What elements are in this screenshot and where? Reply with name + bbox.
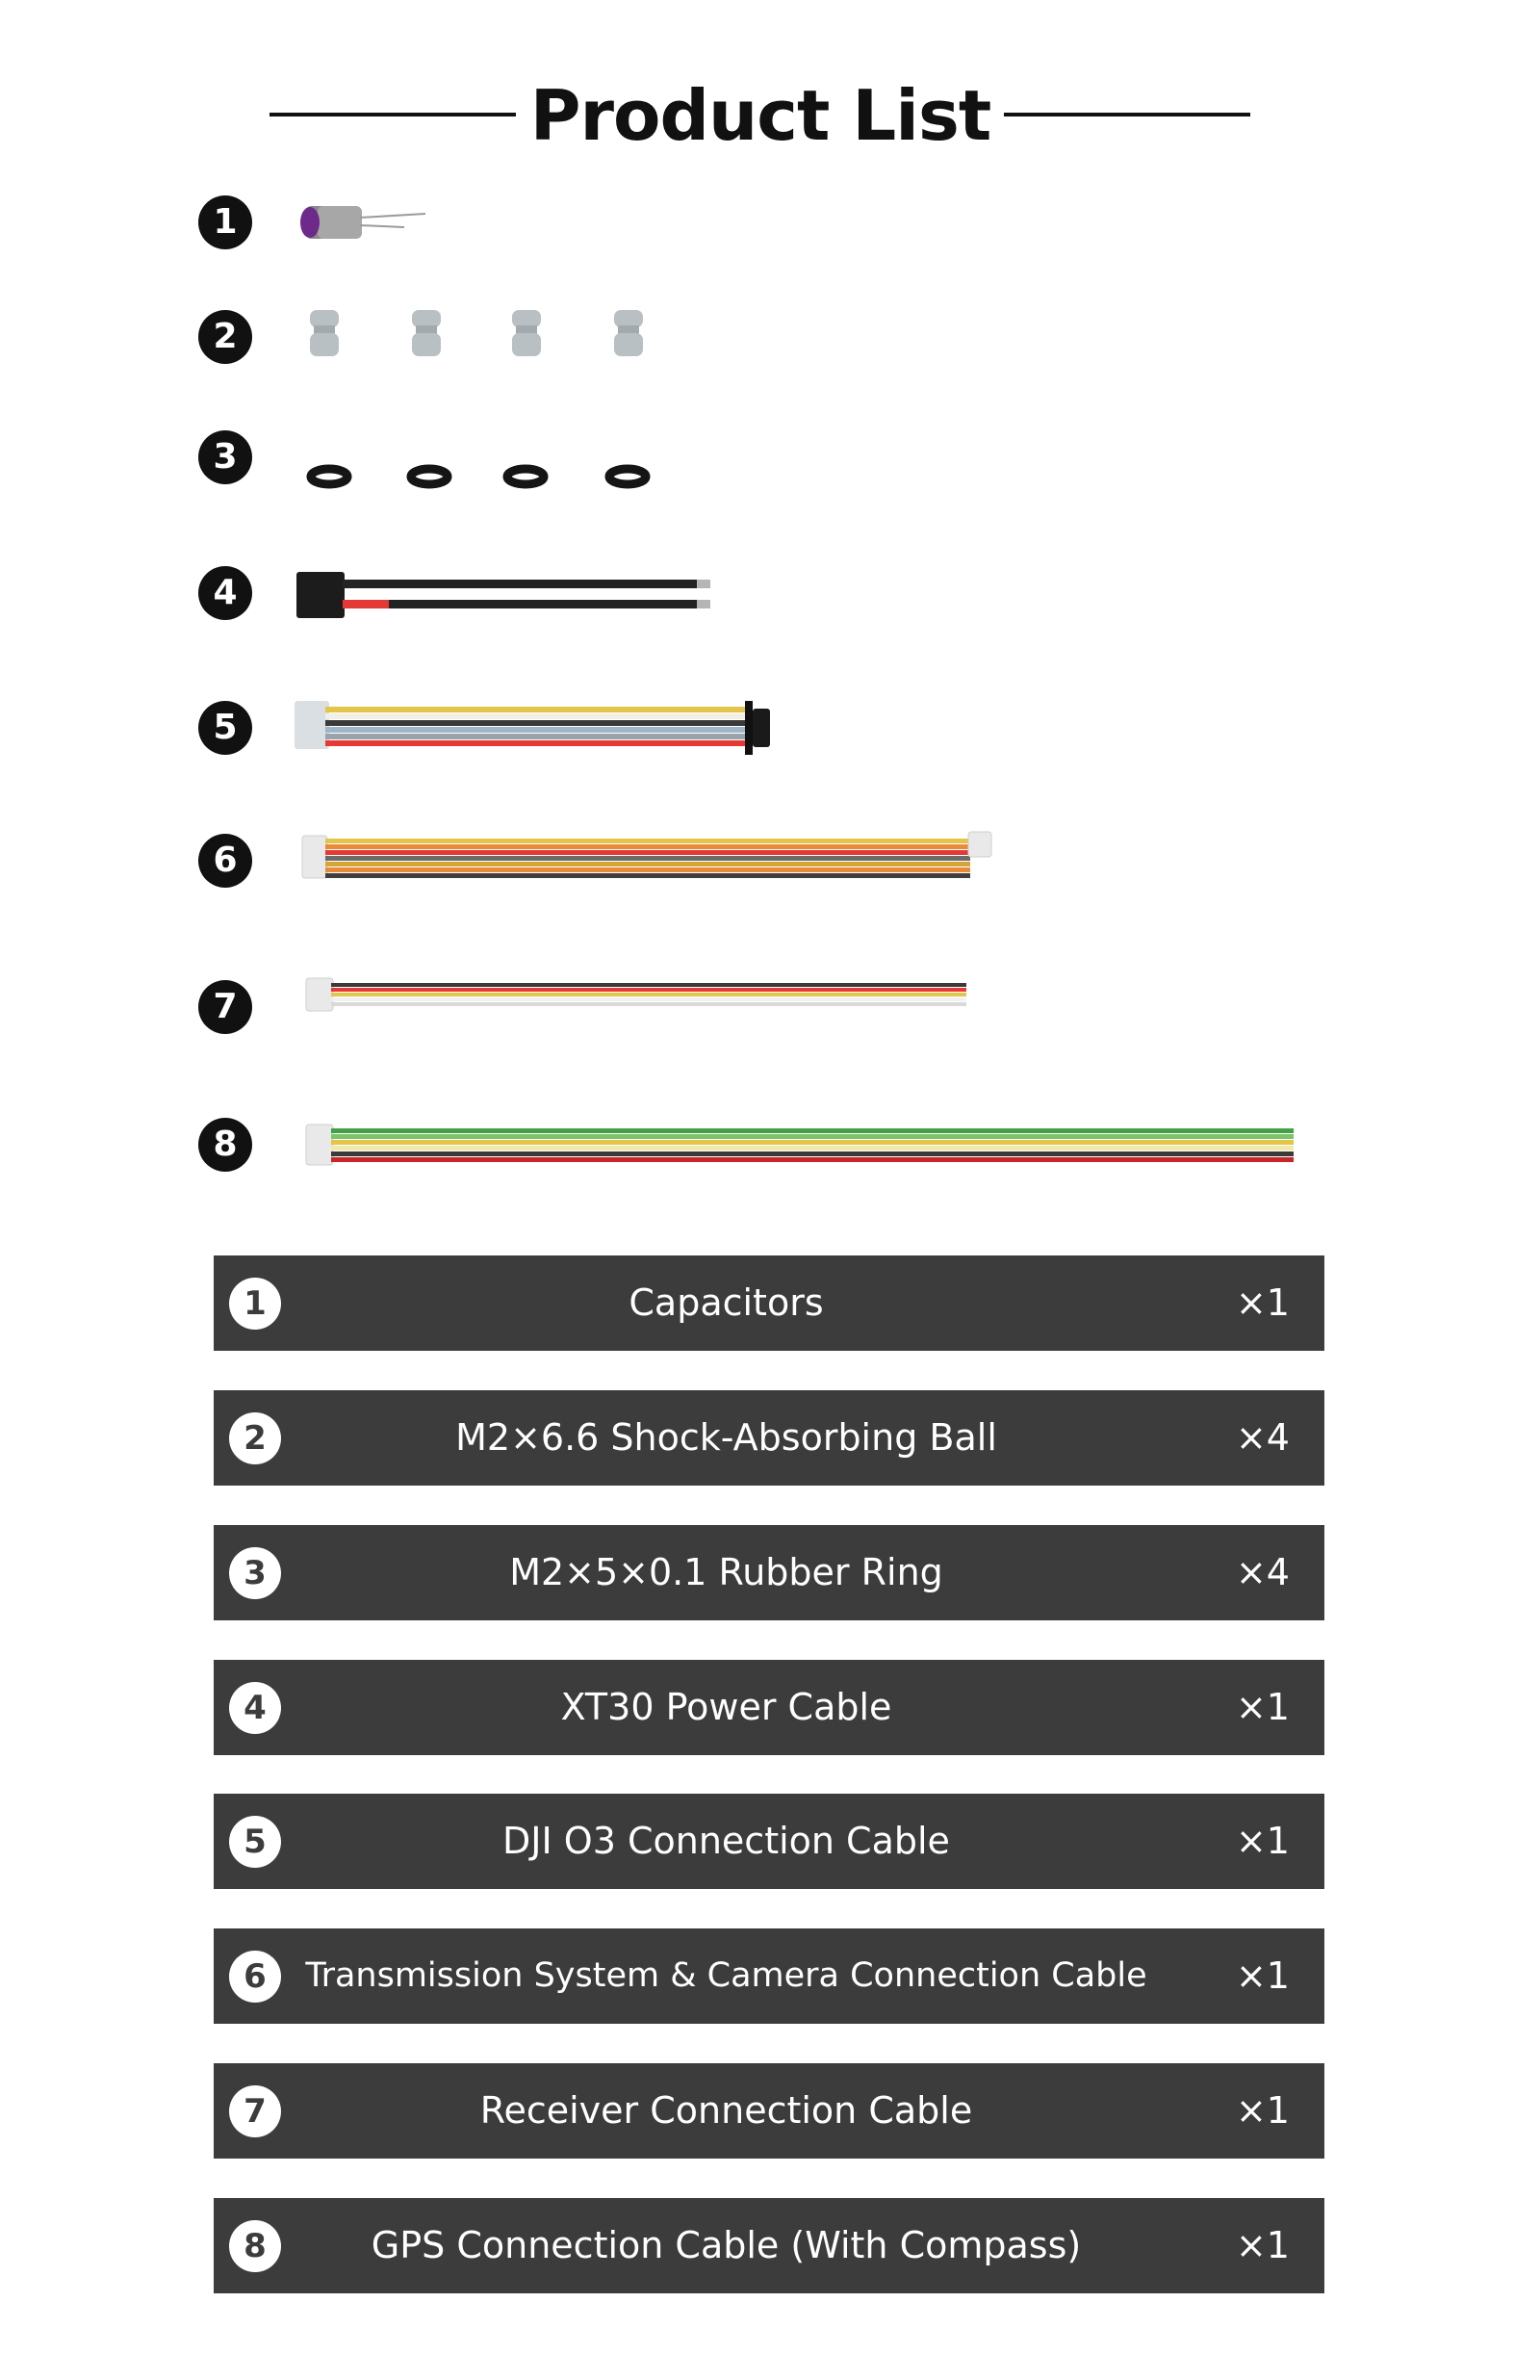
item-quantity: ×4 bbox=[1235, 1416, 1290, 1459]
list-item bbox=[214, 2198, 1324, 2293]
list-item bbox=[214, 1390, 1324, 1486]
item-number: 5 bbox=[229, 1816, 281, 1868]
item-number: 4 bbox=[229, 1682, 281, 1734]
item-name: M2×5×0.1 Rubber Ring bbox=[509, 1551, 943, 1593]
item-quantity: ×1 bbox=[1235, 2089, 1290, 2132]
item-number-badge: 1 bbox=[198, 195, 252, 249]
item-number-badge: 5 bbox=[198, 701, 252, 755]
capacitor-icon bbox=[298, 193, 433, 250]
item-name: DJI O3 Connection Cable bbox=[502, 1820, 950, 1862]
page-header bbox=[0, 67, 1540, 164]
item-number-badge: 3 bbox=[198, 430, 252, 484]
item-quantity: ×1 bbox=[1235, 2224, 1290, 2266]
title-rule-left bbox=[270, 113, 516, 116]
item-number: 8 bbox=[229, 2220, 281, 2272]
power-cable-icon bbox=[295, 570, 718, 620]
item-quantity: ×1 bbox=[1235, 1820, 1290, 1862]
list-item bbox=[214, 1794, 1324, 1889]
item-name: Receiver Connection Cable bbox=[479, 2089, 973, 2132]
item-quantity: ×1 bbox=[1235, 1954, 1290, 1997]
shock-ball-icon bbox=[304, 306, 651, 364]
item-number-badge: 4 bbox=[198, 566, 252, 620]
item-number: 2 bbox=[229, 1412, 281, 1464]
page-title: Product List bbox=[529, 75, 991, 156]
item-number: 1 bbox=[229, 1278, 281, 1330]
item-name: GPS Connection Cable (With Compass) bbox=[371, 2224, 1082, 2266]
item-number-badge: 7 bbox=[198, 980, 252, 1034]
item-name: Transmission System & Camera Connection Cable bbox=[305, 1956, 1147, 1995]
item-number-badge: 8 bbox=[198, 1118, 252, 1172]
item-name: XT30 Power Cable bbox=[560, 1686, 892, 1728]
gps-cable-icon bbox=[302, 1117, 1303, 1171]
list-item bbox=[214, 2063, 1324, 2159]
item-number: 3 bbox=[229, 1547, 281, 1599]
item-name: M2×6.6 Shock-Absorbing Ball bbox=[455, 1416, 997, 1459]
list-item bbox=[214, 1928, 1324, 2024]
o3-cable-icon bbox=[291, 693, 791, 761]
receiver-cable-icon bbox=[302, 970, 986, 1019]
list-item bbox=[214, 1525, 1324, 1620]
item-quantity: ×4 bbox=[1235, 1551, 1290, 1593]
item-name: Capacitors bbox=[629, 1281, 824, 1324]
transmission-cable-icon bbox=[298, 826, 1001, 886]
item-number-badge: 2 bbox=[198, 310, 252, 364]
rubber-ring-icon bbox=[304, 460, 660, 493]
item-quantity: ×1 bbox=[1235, 1686, 1290, 1728]
item-quantity: ×1 bbox=[1235, 1281, 1290, 1324]
item-number: 7 bbox=[229, 2085, 281, 2137]
list-item bbox=[214, 1255, 1324, 1351]
list-item bbox=[214, 1660, 1324, 1755]
item-number: 6 bbox=[229, 1951, 281, 2003]
title-rule-right bbox=[1004, 113, 1250, 116]
item-number-badge: 6 bbox=[198, 834, 252, 888]
